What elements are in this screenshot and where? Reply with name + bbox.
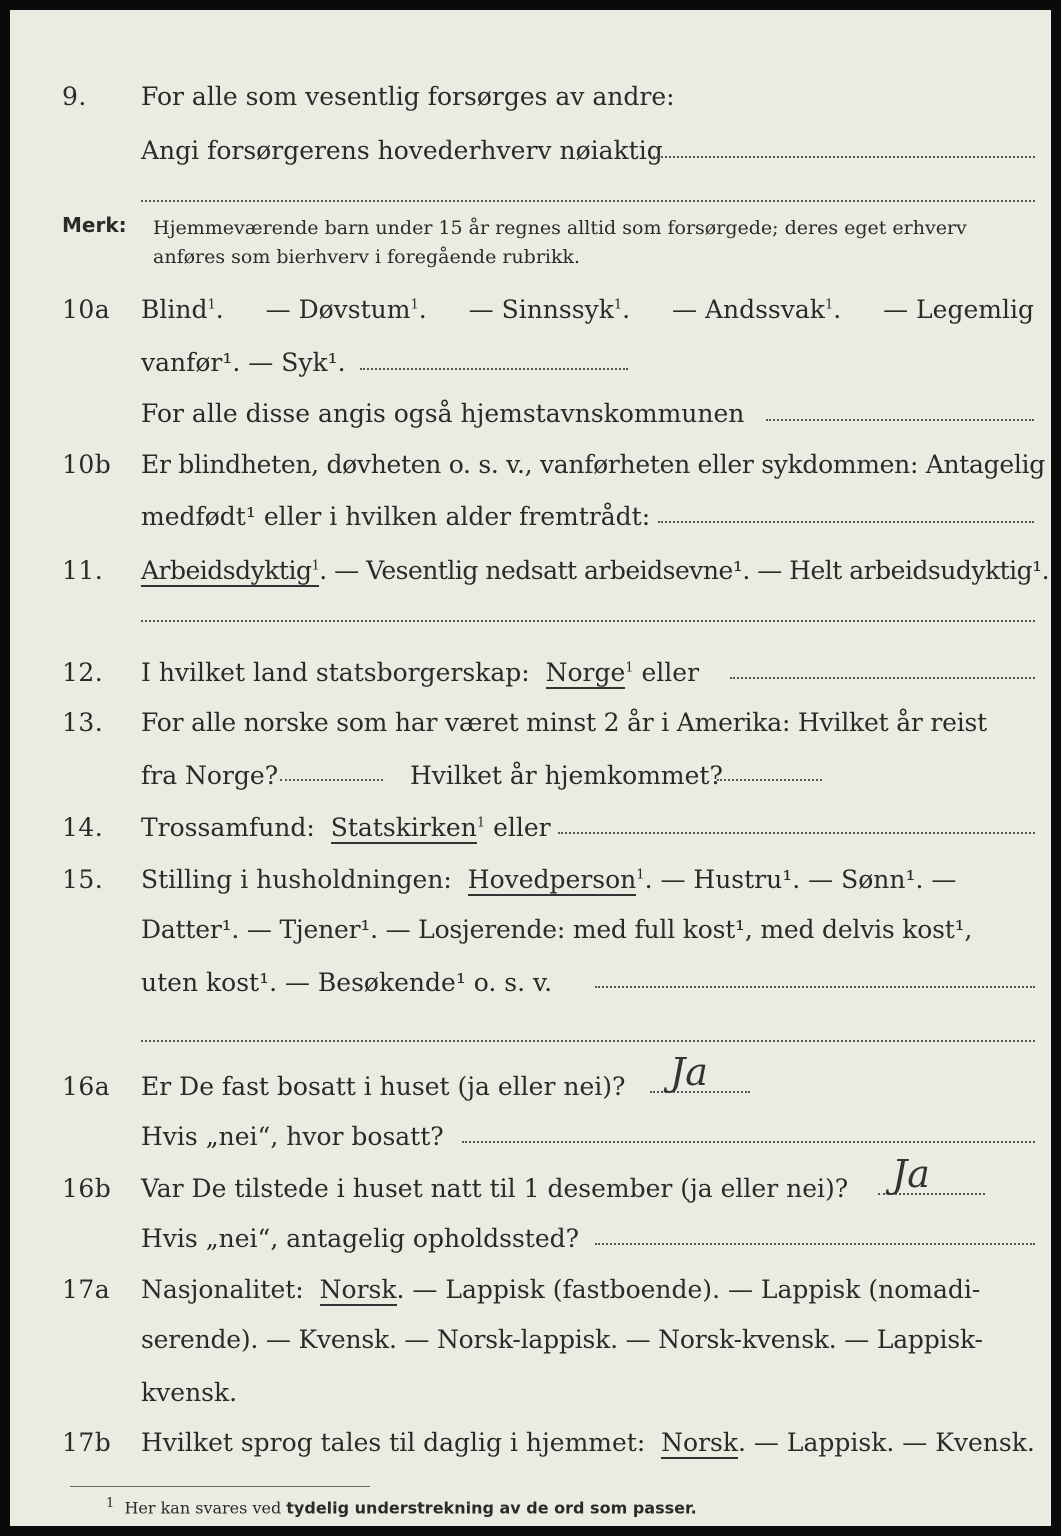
q15-answer-hovedperson: Hovedperson <box>467 865 637 894</box>
q10a-dovstum: — Døvstum <box>265 295 411 324</box>
q11-option-arbeidsdyktig: Arbeidsdyktig <box>141 556 312 585</box>
q10b-line1: Er blindheten, døvheten o. s. v., vanførheten eller sykdommen: Antagelig <box>141 450 1045 479</box>
q14-line1: Trossamfund: Statskirken$^1$ eller <box>141 813 551 842</box>
q9-line1: For alle som vesentlig forsørges av andre: <box>141 82 675 111</box>
q17b-line1 <box>141 1428 1035 1457</box>
q16a-line1: Er De fast bosatt i huset (ja eller nei)? <box>141 1072 626 1101</box>
footnote-text: Her kan svares ved <box>124 1498 282 1518</box>
q15-line3: uten kost¹. — Besøkende¹ o. s. v. <box>141 968 553 997</box>
q10a-line1: Blind$^1$. — Døvstum$^1$. — Sinnssyk$^1$. — Andssvak$^1$. — Legemlig <box>141 295 1034 324</box>
q11-line1 <box>141 556 1049 585</box>
q16b-line2: Hvis „nei“, antagelig opholdssted? <box>141 1224 580 1253</box>
q15-answer-line-2[interactable] <box>141 1040 1035 1042</box>
q12-question: I hvilket land statsborgerskap: <box>141 658 530 687</box>
q15-line2: Datter¹. — Tjener¹. — Losjerende: med full kost¹, med delvis kost¹, <box>141 915 973 944</box>
q9-number: 9. <box>62 82 87 111</box>
footnote <box>106 1496 697 1517</box>
q15-rest: . — Hustru¹. — Sønn¹. — <box>644 865 957 894</box>
footnote-separator <box>70 1486 370 1487</box>
q13-number: 13. <box>62 708 104 737</box>
q12-answer-line[interactable] <box>730 677 1035 679</box>
q12-answer-norge: Norge <box>545 658 626 687</box>
q9-answer-line[interactable] <box>653 156 1035 158</box>
q11-answer-line[interactable] <box>141 620 1035 622</box>
q10a-hjemstavn-line[interactable] <box>766 419 1034 421</box>
q10b-answer-line[interactable] <box>658 521 1034 523</box>
q13-part2: Hvilket år hjemkommet? <box>410 761 723 790</box>
q17b-rest: . — Lappisk. — Kvensk. <box>738 1428 1035 1457</box>
q15-line1: Stilling i husholdningen: Hovedperson$^1$. — Hustru¹. — Sønn¹. — <box>141 865 957 894</box>
q17a-line2: serende). — Kvensk. — Norsk-lappisk. — Norsk-kvensk. — Lappisk- <box>141 1325 983 1354</box>
q16a-number: 16a <box>62 1072 111 1101</box>
q17a-question: Nasjonalitet: <box>141 1275 304 1304</box>
merk-line2: anføres som bierhverv i foregående rubrikk. <box>153 246 581 268</box>
q10a-legemlig: — Legemlig <box>883 295 1034 324</box>
q13-line1: For alle norske som har været minst 2 år i Amerika: Hvilket år reist <box>141 708 988 737</box>
q13-reist-line[interactable] <box>280 779 383 781</box>
q17a-answer-norsk: Norsk <box>319 1275 397 1304</box>
q10a-blind: Blind <box>141 295 208 324</box>
q16a-handwritten-answer: Ja <box>670 1050 708 1094</box>
q10a-answer-line[interactable] <box>360 368 628 370</box>
q16b-number: 16b <box>62 1174 112 1203</box>
q17a-rest: . — Lappisk (fastboende). — Lappisk (nomadi- <box>396 1275 981 1304</box>
footnote-bold-text: tydelig understrekning av de ord som passer. <box>286 1498 697 1518</box>
q15-answer-line[interactable] <box>595 986 1035 988</box>
q14-answer-line[interactable] <box>558 832 1035 834</box>
q17b-number: 17b <box>62 1428 112 1457</box>
q10a-sinnssyk: — Sinnssyk <box>468 295 614 324</box>
q9-line2: Angi forsørgerens hovederhverv nøiaktig <box>141 136 663 165</box>
q9-answer-line-2[interactable] <box>141 200 1035 202</box>
q14-answer-statskirken: Statskirken <box>330 813 477 842</box>
q14-eller: eller <box>493 813 551 842</box>
q10a-line2: vanfør¹. — Syk¹. <box>141 348 346 377</box>
q15-number: 15. <box>62 865 104 894</box>
q13-hjemkommet-line[interactable] <box>717 779 822 781</box>
q13-part1: fra Norge? <box>141 761 279 790</box>
q10b-line2: medfødt¹ eller i hvilken alder fremtrådt: <box>141 502 651 531</box>
merk-line1: Hjemmeværende barn under 15 år regnes alltid som forsørgede; deres eget erhverv <box>153 217 967 239</box>
q17b-answer-norsk: Norsk <box>661 1428 739 1457</box>
q17a-line1 <box>141 1275 980 1304</box>
q17a-number: 17a <box>62 1275 111 1304</box>
footnote-mark: 1 <box>106 1496 115 1511</box>
census-form-page <box>10 10 1051 1526</box>
q10b-number: 10b <box>62 450 112 479</box>
q16a-line2: Hvis „nei“, hvor bosatt? <box>141 1122 444 1151</box>
q14-number: 14. <box>62 813 104 842</box>
q11-number: 11. <box>62 556 104 585</box>
q12-number: 12. <box>62 658 104 687</box>
q16b-handwritten-answer: Ja <box>892 1152 930 1196</box>
q10a-number: 10a <box>62 295 111 324</box>
q15-question: Stilling i husholdningen: <box>141 865 452 894</box>
q10a-andssvak: — Andssvak <box>672 295 825 324</box>
merk-label: Merk: <box>62 213 127 237</box>
q12-line1: I hvilket land statsborgerskap: Norge$^1$ eller <box>141 658 700 687</box>
q16b-line1: Var De tilstede i huset natt til 1 desember (ja eller nei)? <box>141 1174 849 1203</box>
q17b-question: Hvilket sprog tales til daglig i hjemmet: <box>141 1428 646 1457</box>
q12-eller: eller <box>641 658 700 687</box>
q16a-bosatt-line[interactable] <box>462 1141 1035 1143</box>
q14-question: Trossamfund: <box>141 813 315 842</box>
q11-rest: . — Vesentlig nedsatt arbeidsevne¹. — Helt arbeidsudyktig¹. <box>319 556 1050 585</box>
q11-arbeidsdyktig-underlined: Arbeidsdyktig$^1$ <box>141 556 320 585</box>
q16b-opholdssted-line[interactable] <box>595 1243 1035 1245</box>
q17a-line3: kvensk. <box>141 1378 238 1407</box>
q10a-line3: For alle disse angis også hjemstavnskommunen <box>141 399 745 428</box>
